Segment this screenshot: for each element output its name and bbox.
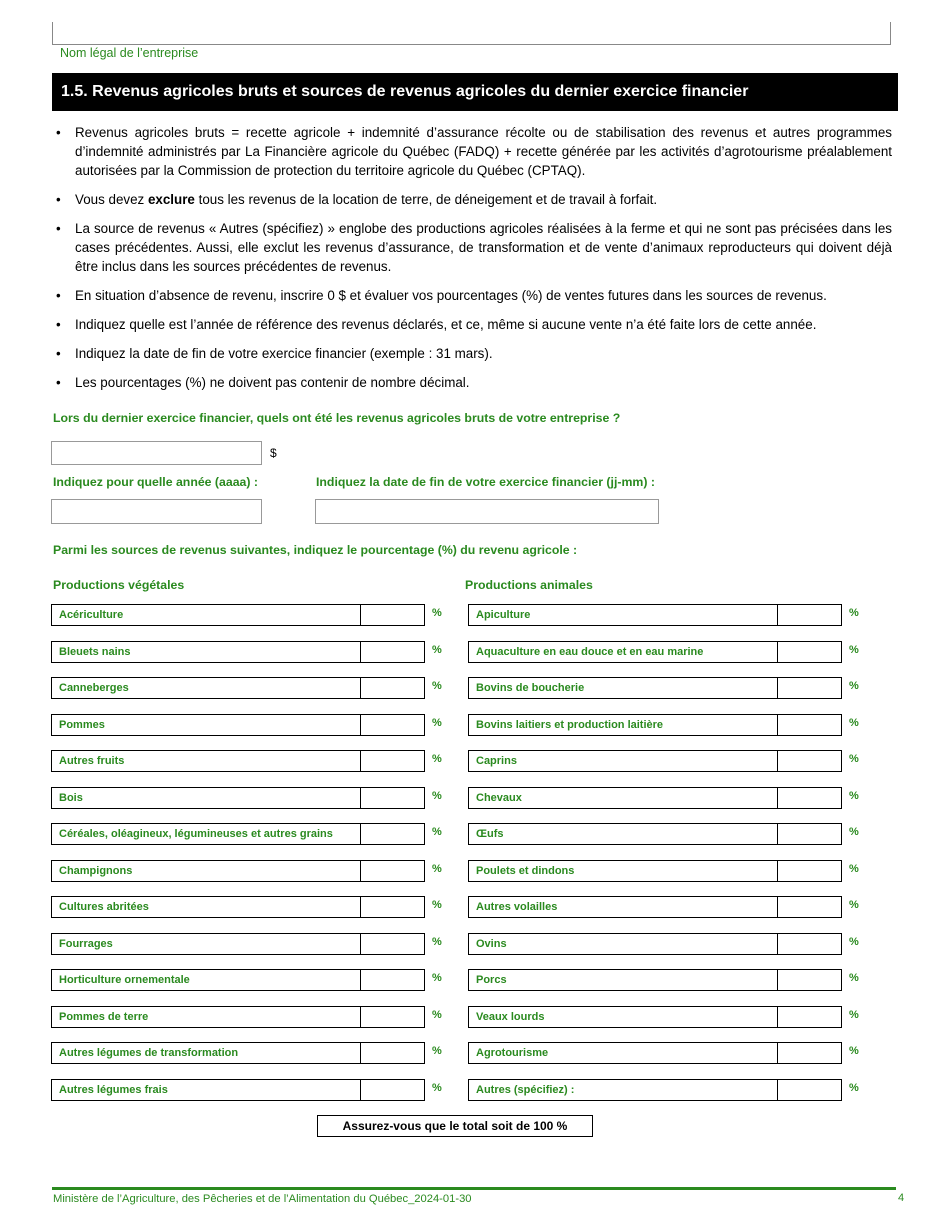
- animal-item-label: Autres (spécifiez) :: [468, 1079, 778, 1101]
- year-input[interactable]: [51, 499, 262, 524]
- currency-label: $: [270, 446, 277, 460]
- animal-item-percent-input[interactable]: [777, 787, 842, 809]
- vegetal-item-percent-input[interactable]: [360, 860, 425, 882]
- animal-item-percent-input[interactable]: [777, 896, 842, 918]
- percent-symbol: %: [432, 753, 442, 765]
- percent-symbol: %: [432, 1082, 442, 1094]
- page-number: 4: [898, 1192, 905, 1204]
- percent-symbol: %: [849, 1045, 859, 1057]
- animal-item-label: Œufs: [468, 823, 778, 845]
- vegetal-item-label: Fourrages: [51, 933, 361, 955]
- animal-item-percent-input[interactable]: [777, 823, 842, 845]
- vegetal-item-percent-input[interactable]: [360, 1006, 425, 1028]
- percent-symbol: %: [432, 644, 442, 656]
- vegetal-item-percent-input[interactable]: [360, 677, 425, 699]
- animal-item-label: Caprins: [468, 750, 778, 772]
- animal-item-label: Ovins: [468, 933, 778, 955]
- list-item: • Revenus agricoles bruts = recette agricole + indemnité d’assurance récolte ou de stabilisation des revenus et autres programmes d’indemnité administrés par La Financière agricole du Québec (FADQ) + recette générée par les activités d’agrotourisme préalablement autorisées par la Commission de protection du territoire agricole du Québec (CPTAQ).: [52, 123, 892, 180]
- vegetal-item-percent-input[interactable]: [360, 641, 425, 663]
- percent-symbol: %: [849, 680, 859, 692]
- vegetal-item-percent-input[interactable]: [360, 1079, 425, 1101]
- percent-symbol: %: [432, 717, 442, 729]
- animal-item-label: Porcs: [468, 969, 778, 991]
- animal-item-percent-input[interactable]: [777, 750, 842, 772]
- percent-symbol: %: [432, 1009, 442, 1021]
- fiscal-end-input[interactable]: [315, 499, 659, 524]
- vegetal-item-label: Céréales, oléagineux, légumineuses et autres grains: [51, 823, 361, 845]
- percent-symbol: %: [432, 936, 442, 948]
- percent-symbol: %: [432, 826, 442, 838]
- animal-item-percent-input[interactable]: [777, 1042, 842, 1064]
- list-item: • La source de revenus « Autres (spécifiez) » englobe des productions agricoles réalisées à la ferme et qui ne sont pas précisées dans les cases précédentes. Aussi, elle exclut les revenus d’assurance, de transformation et de vente d’animaux reproducteurs qui doivent déjà être inclus dans les sources précédentes de revenus.: [52, 219, 892, 276]
- sources-question: Parmi les sources de revenus suivantes, indiquez le pourcentage (%) du revenu agricole :: [53, 543, 578, 557]
- vegetal-item-percent-input[interactable]: [360, 969, 425, 991]
- list-item: • Les pourcentages (%) ne doivent pas contenir de nombre décimal.: [52, 373, 892, 392]
- legal-name-field[interactable]: [52, 22, 891, 45]
- footer-text: Ministère de l’Agriculture, des Pêcheries et de l’Alimentation du Québec_2024-01-30: [53, 1193, 472, 1205]
- vegetal-item-label: Autres légumes de transformation: [51, 1042, 361, 1064]
- vegetal-item-percent-input[interactable]: [360, 933, 425, 955]
- animal-item-percent-input[interactable]: [777, 714, 842, 736]
- vegetal-item-label: Cultures abritées: [51, 896, 361, 918]
- vegetal-item-percent-input[interactable]: [360, 604, 425, 626]
- animal-item-label: Poulets et dindons: [468, 860, 778, 882]
- list-item: • Indiquez quelle est l’année de référence des revenus déclarés, et ce, même si aucune vente n’a été faite lors de cette année.: [52, 315, 892, 334]
- animal-item-percent-input[interactable]: [777, 933, 842, 955]
- animal-item-percent-input[interactable]: [777, 1006, 842, 1028]
- list-item: • Vous devez exclure tous les revenus de la location de terre, de déneigement et de travail à forfait.: [52, 190, 892, 209]
- percent-symbol: %: [432, 607, 442, 619]
- animal-item-label: Apiculture: [468, 604, 778, 626]
- animal-title: Productions animales: [465, 578, 593, 592]
- animal-item-label: Agrotourisme: [468, 1042, 778, 1064]
- section-title: 1.5. Revenus agricoles bruts et sources de revenus agricoles du dernier exercice financier: [52, 73, 898, 111]
- vegetal-item-label: Autres fruits: [51, 750, 361, 772]
- animal-item-percent-input[interactable]: [777, 604, 842, 626]
- footer-divider: [52, 1187, 896, 1190]
- animal-item-label: Veaux lourds: [468, 1006, 778, 1028]
- vegetal-item-label: Acériculture: [51, 604, 361, 626]
- animal-item-label: Chevaux: [468, 787, 778, 809]
- legal-name-label: Nom légal de l’entreprise: [60, 46, 199, 60]
- percent-symbol: %: [849, 863, 859, 875]
- vegetal-item-percent-input[interactable]: [360, 823, 425, 845]
- vegetal-item-percent-input[interactable]: [360, 1042, 425, 1064]
- percent-symbol: %: [432, 680, 442, 692]
- vegetal-item-label: Pommes: [51, 714, 361, 736]
- percent-symbol: %: [432, 863, 442, 875]
- vegetal-item-label: Canneberges: [51, 677, 361, 699]
- animal-item-percent-input[interactable]: [777, 1079, 842, 1101]
- percent-symbol: %: [432, 972, 442, 984]
- percent-symbol: %: [849, 972, 859, 984]
- vegetal-item-label: Champignons: [51, 860, 361, 882]
- percent-symbol: %: [432, 790, 442, 802]
- vegetal-item-percent-input[interactable]: [360, 750, 425, 772]
- percent-symbol: %: [432, 899, 442, 911]
- vegetal-item-percent-input[interactable]: [360, 787, 425, 809]
- animal-item-label: Aquaculture en eau douce et en eau marine: [468, 641, 778, 663]
- animal-item-percent-input[interactable]: [777, 677, 842, 699]
- percent-symbol: %: [849, 899, 859, 911]
- fiscal-end-question: Indiquez la date de fin de votre exercice financier (jj-mm) :: [316, 475, 655, 489]
- total-note: Assurez-vous que le total soit de 100 %: [317, 1115, 593, 1137]
- percent-symbol: %: [849, 1009, 859, 1021]
- gross-revenue-input[interactable]: [51, 441, 262, 465]
- vegetal-item-label: Horticulture ornementale: [51, 969, 361, 991]
- list-item: • Indiquez la date de fin de votre exercice financier (exemple : 31 mars).: [52, 344, 892, 363]
- animal-item-label: Autres volailles: [468, 896, 778, 918]
- list-item: • En situation d’absence de revenu, inscrire 0 $ et évaluer vos pourcentages (%) de ventes futures dans les sources de revenus.: [52, 286, 892, 305]
- vegetal-title: Productions végétales: [53, 578, 185, 592]
- year-question: Indiquez pour quelle année (aaaa) :: [53, 475, 258, 489]
- percent-symbol: %: [849, 753, 859, 765]
- percent-symbol: %: [849, 644, 859, 656]
- percent-symbol: %: [849, 717, 859, 729]
- percent-symbol: %: [849, 936, 859, 948]
- animal-item-percent-input[interactable]: [777, 860, 842, 882]
- percent-symbol: %: [849, 826, 859, 838]
- animal-item-label: Bovins laitiers et production laitière: [468, 714, 778, 736]
- percent-symbol: %: [849, 1082, 859, 1094]
- animal-item-percent-input[interactable]: [777, 641, 842, 663]
- animal-item-percent-input[interactable]: [777, 969, 842, 991]
- instructions-list: [52, 123, 892, 402]
- animal-item-label: Bovins de boucherie: [468, 677, 778, 699]
- vegetal-item-percent-input[interactable]: [360, 896, 425, 918]
- percent-symbol: %: [849, 790, 859, 802]
- gross-revenue-question: Lors du dernier exercice financier, quels ont été les revenus agricoles bruts de votre entreprise ?: [53, 411, 621, 425]
- vegetal-item-label: Bleuets nains: [51, 641, 361, 663]
- vegetal-item-percent-input[interactable]: [360, 714, 425, 736]
- vegetal-item-label: Autres légumes frais: [51, 1079, 361, 1101]
- vegetal-item-label: Pommes de terre: [51, 1006, 361, 1028]
- vegetal-item-label: Bois: [51, 787, 361, 809]
- percent-symbol: %: [849, 607, 859, 619]
- percent-symbol: %: [432, 1045, 442, 1057]
